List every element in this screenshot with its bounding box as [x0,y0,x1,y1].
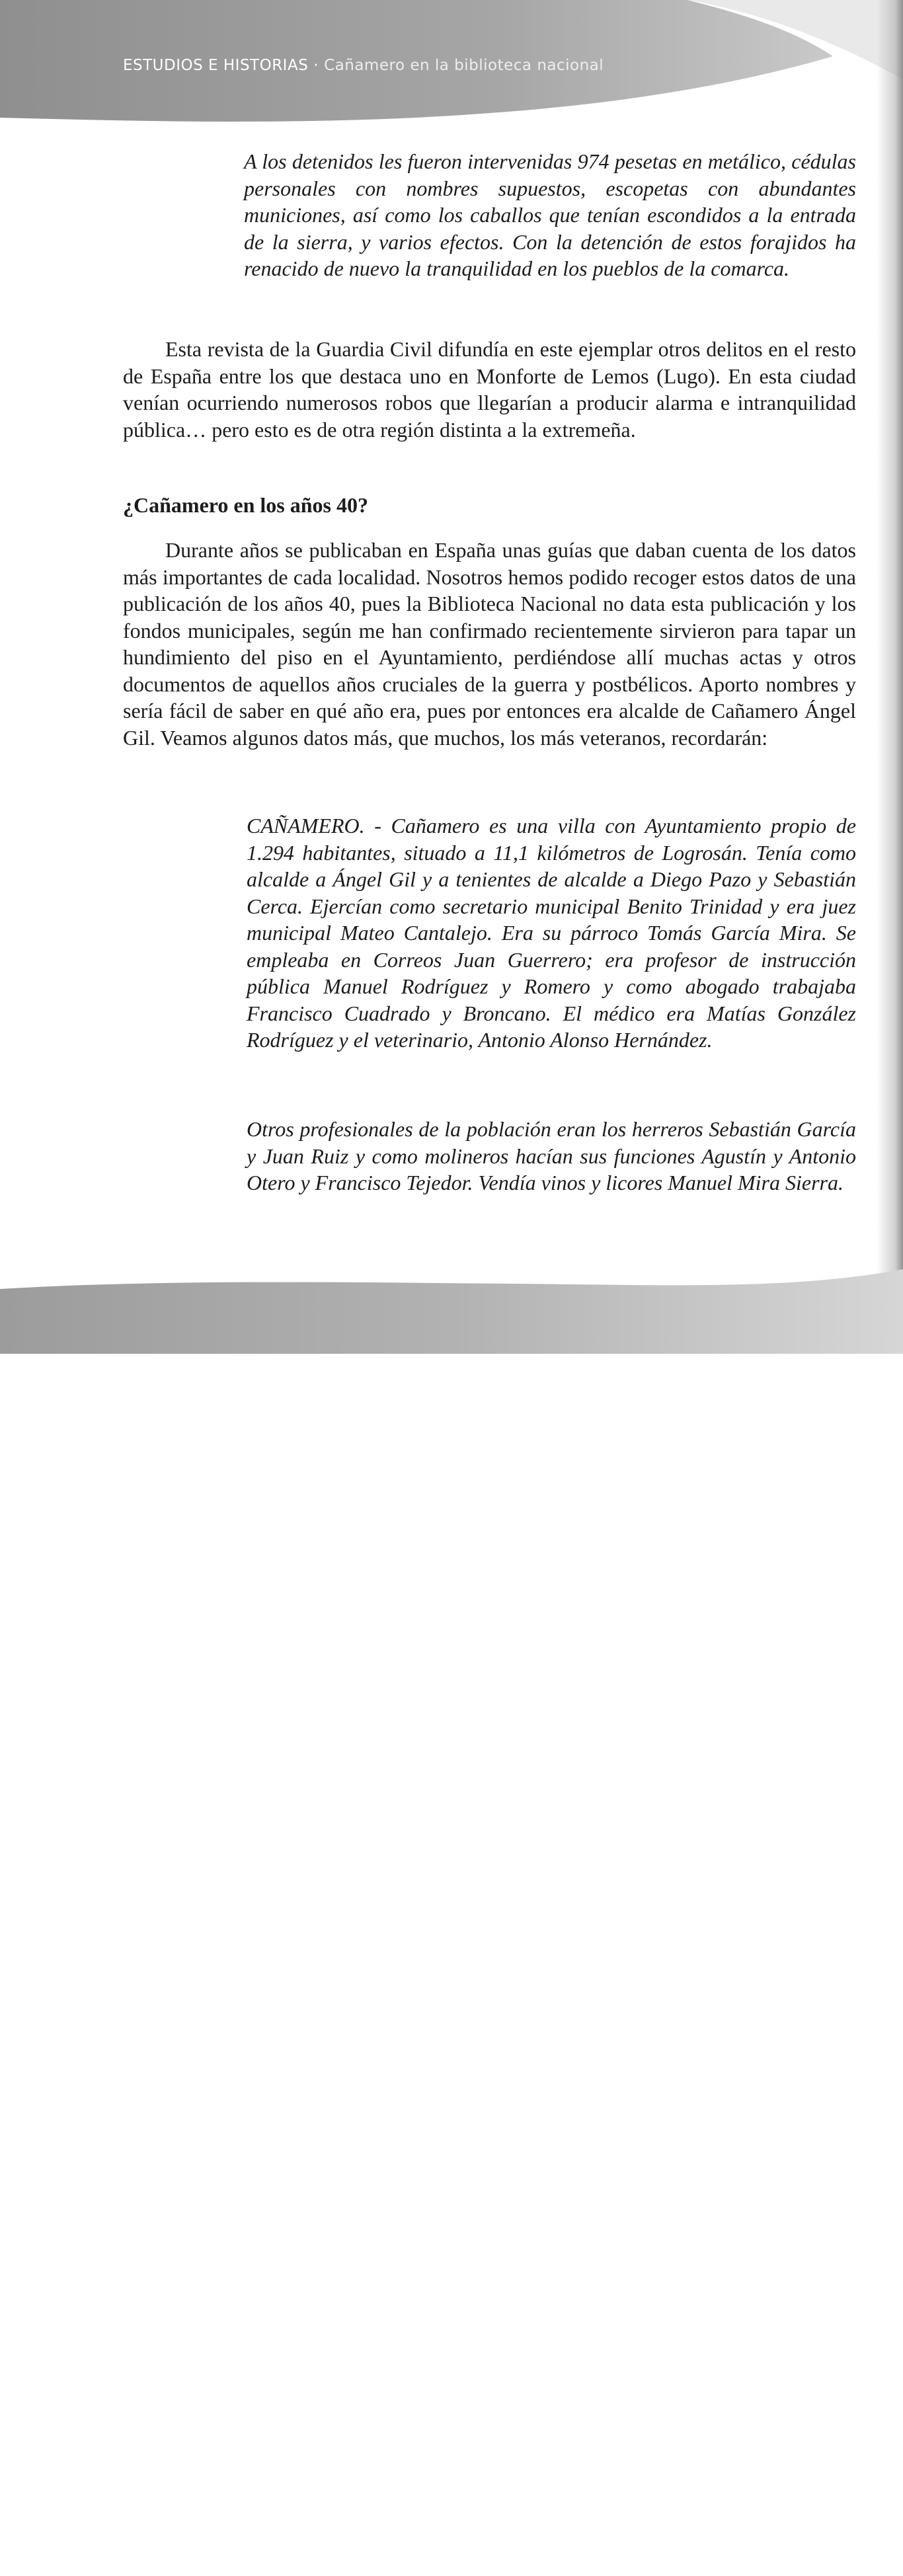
quote-text: A los detenidos les fueron intervenidas 974 pesetas en metálico, cédulas personales con nombres supuestos, escopetas con abundantes municiones, así como los caballos que tenían escondidos a la entrada de la sierra, y varios efectos. Con la detención de estos forajidos ha renacido de nuevo la tranquilidad en los pueblos de la comarca. [244,149,856,280]
paragraph-guardia-civil [123,336,856,443]
header-section: ESTUDIOS E HISTORIAS [123,57,309,74]
quote-canamero-villa [247,812,856,1054]
quote-profesionales [247,1116,856,1196]
section-heading: ¿Cañamero en los años 40? [123,493,368,517]
quote-text: Otros profesionales de la población eran los herreros Sebastián García y Juan Ruiz y como molineros hacían sus funciones Agustín y Antonio Otero y Francisco Tejedor. Vendía vinos y licores Manuel Mira Sierra. [247,1117,856,1194]
running-header [123,57,604,74]
paragraph-text: Durante años se publicaban en España unas guías que daban cuenta de los datos más importantes de cada localidad. Nosotros hemos podido recoger estos datos de una publicación de los años 40, pues la Biblioteca Nacional no data esta publicación y los fondos municipales, según me han confirmado recientemente sirvieron para tapar un hundimiento del piso en el Ayuntamiento, perdiéndose allí muchas actas y otros documentos de aquellos años cruciales de la guerra y postbélicos. Aporto nombres y sería fácil de saber en qué año era, pues por entonces era alcalde de Cañamero Ángel Gil. Veamos algunos datos más, que muchos, los más veteranos, recordarán: [123,538,856,750]
page-edge-shadow [877,0,903,1354]
header-band [0,0,903,136]
header-separator: · [313,57,319,74]
footer-wave-shape [0,1243,903,1354]
page-number: ‹ 136 › [126,2557,181,2576]
header-subtitle: Cañamero en la biblioteca nacional [324,57,604,74]
paragraph-guias [123,537,856,751]
footer-band [0,1243,903,2576]
quote-text: CAÑAMERO. - Cañamero es una villa con Ayuntamiento propio de 1.294 habitantes, situado a 11,1 kilómetros de Logrosán. Tenía como alcalde a Ángel Gil y a tenientes de alcalde a Diego Pazo y Sebastián Cerca. Ejercían como secretario municipal Benito Trinidad y era juez municipal Mateo Cantalejo. Era su párroco Tomás García Mira. Se empleaba en Correos Juan Guerrero; era profesor de instrucción pública Manuel Rodríguez y Romero y como abogado trabajaba Francisco Cuadrado y Broncano. El médico era Matías González Rodríguez y el veterinario, Antonio Alonso Hernández. [247,814,856,1052]
quote-detenidos [244,148,856,282]
paragraph-text: Esta revista de la Guardia Civil difundía en este ejemplar otros delitos en el resto de España entre los que destaca uno en Monforte de Lemos (Lugo). En esta ciudad venían ocurriendo numerosos robos que llegarían a producir alarma e intranquilidad pública… pero esto es de otra región distinta a la extremeña. [123,337,856,442]
